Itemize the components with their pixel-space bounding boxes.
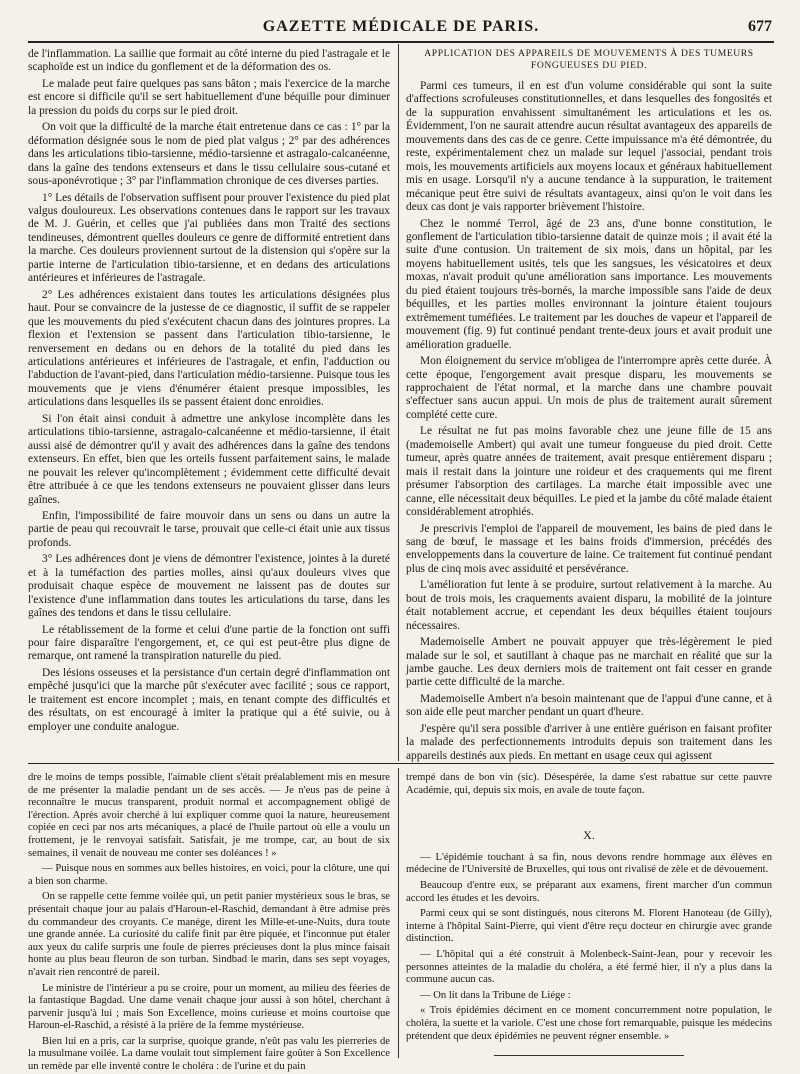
paragraph: Le ministre de l'intérieur a pu se croire, pour un moment, au milieu des féeries de la fantastique Bagdad. Une dame venait chaque jour aussi à son hôtel, cherchant à parvenir jusqu'à lui ; mais Son Excellence, moins curieuse et moins courtoise que Haroun-el-Raschid, a résisté à la prière de la femme mystérieuse. xyxy=(28,982,390,1032)
paragraph: Chez le nommé Terrol, âgé de 23 ans, d'une bonne constitution, le gonflement de l'articulation tibio-tarsienne datait de quinze mois ; il avait été la suite d'une contusion. Un traitement de six mois, dans un hôpital, par les moyens habituellement usités, tels que les sangsues, les vésicatoires et deux moxas, n'avait produit qu'une amélioration sans importance. Les mouvements du pied étaient toujours très-bornés, la marche impossible sans l'aide de deux béquilles, et les parties molles environnant la jointure étaient toujours extrêmement tuméfiées. Le traitement par les douches de vapeur et l'appareil de mouvement (fig. 9) fut continué pendant trente-deux jours et avait produit une amélioration graduelle. xyxy=(406,217,772,351)
paragraph: 2° Les adhérences existaient dans toutes les articulations désignées plus haut. Pour se convaincre de la justesse de ce diagnostic, il suffit de se rappeler que les mouvements du pied s'exécutent chacun dans des jointures propres. La flexion et l'extension se passent dans l'articulation tibio-tarsienne, le renversement en dedans ou en dehors de la totalité du pied dans les articulations antérieures et inférieures de l'astragale, et enfin, l'adduction ou l'abduction de l'avant-pied, dans l'articulation médio-tarsienne. Puisque tous les mouvements que je viens d'énumérer étaient presque impossibles, les articulations dans lesquelles ils se passent étaient donc enroidies. xyxy=(28,288,390,409)
header-rule xyxy=(28,41,774,43)
paragraph: Le malade peut faire quelques pas sans bâton ; mais l'exercice de la marche est encore si difficile qu'il se sert habituellement d'une béquille pour diminuer la pression du poids du corps sur le pied droit. xyxy=(28,77,390,117)
paragraph: — On lit dans la Tribune de Liége : xyxy=(420,989,571,1001)
paragraph: On voit que la difficulté de la marche était entretenue dans ce cas : 1° par la déformation désignée sous le nom de pied plat valgus ; 2° par des adhérences dans les articulations tibio-tarsienne, médio-tarsienne et astragalo-calcanéenne, dans la gaîne des tendons extenseurs et dans le tissu cellulaire sous-cutané et sous-aponévrotique ; 3° par l'inflammation chronique de ces diverses parties. xyxy=(28,121,390,188)
paragraph: Mon éloignement du service m'obligea de l'interrompre après cette durée. À cette époque, l'engorgement avait presque disparu, les mouvements se rapprochaient de l'état normal, et la marche dans une chambre pouvait s'effectuer sans aucun appui. Un mois de plus de traitement aurait sûrement complété cette cure. xyxy=(406,355,772,421)
paragraph: — L'hôpital qui a été construit à Molenbeck-Saint-Jean, pour y recevoir les personnes atteintes de la maladie du choléra, a été fermé hier, il n'y a plus dans la commune aucun cas. xyxy=(406,948,772,986)
page-header xyxy=(30,18,772,40)
paragraph: 3° Les adhérences dont je viens de démontrer l'existence, jointes à la dureté et à la tuméfaction des parties molles, ainsi qu'aux douleurs vives que produisait chaque espèce de mouvement ne laissent pas de doutes sur l'existence d'une inflammation dans toutes les articulations du tarse, dans les gaînes des tendons et dans le tissu cellulaire. xyxy=(28,553,390,620)
paragraph: — Puisque nous en sommes aux belles histoires, en voici, pour la clôture, une qui a bien son charme. xyxy=(28,863,390,887)
paragraph: Enfin, l'impossibilité de faire mouvoir dans un sens ou dans un autre la partie de peau qui recouvrait le tarse, prouvait que celle-ci était unie aux tissus profonds. xyxy=(28,509,390,549)
paragraph: Parmi ces tumeurs, il en est d'un volume considérable qui sont la suite d'affections scrofuleuses constitutionnelles, et dans lesquelles des fongosités et de la suppuration envahissent simultanément les articulations et les os. Évidemment, l'on ne saurait attendre aucun résultat avantageux des appareils de mouvements dans des cas de ce genre. Cette impuissance m'a été démontrée, du reste, expérimentalement chez un malade sur lequel j'associai, pendant trois mois, les mouvements artificiels aux moyens locaux et généraux habituellement mis en usage. Lorsqu'il n'y a aucune tendance à la suppuration, le traitement mécanique peut être suivi de résultats avantageux, ainsi qu'on le voit dans les deux cas dont je vais rapporter brièvement l'histoire. xyxy=(406,80,772,214)
feuilleton-right-column xyxy=(406,772,772,1062)
paragraph: Beaucoup d'entre eux, se préparant aux examens, firent marcher d'un commun accord les études et les devoirs. xyxy=(406,879,772,904)
paragraph: Le rétablissement de la forme et celui d'une partie de la fonction ont suffi pour faire disparaître l'engorgement, et, ce qui est peut-être plus digne de remarque, ont ramené la transpiration naturelle du pied. xyxy=(28,623,390,663)
paragraph: « Trois épidémies déciment en ce moment concurremment notre population, le choléra, la suette et la variole. C'est une chose fort remarquable, puisque les médecins prétendent que deux épidémies ne peuvent régner ensemble. » xyxy=(406,1005,772,1042)
paragraph: — L'épidémie touchant à sa fin, nous devons rendre hommage aux élèves en médecine de l'Université de Bruxelles, qui tous ont rivalisé de zèle et de dévouement. xyxy=(406,851,772,876)
end-rule xyxy=(494,1055,684,1056)
paragraph: Parmi ceux qui se sont distingués, nous citerons M. Florent Hanoteau (de Gilly), interne à l'hôpital Saint-Pierre, qui vient d'être reçu docteur en chirurgie avec grande distinction. xyxy=(406,908,772,945)
right-column xyxy=(406,48,772,760)
paragraph: dre le moins de temps possible, l'aimable client s'était préalablement mis en mesure de me présenter la maladie pendant un de ses accès. — Je n'eus pas de peine à reconnaître le mucus transparent, produit normal et accompagnement obligé de l'érection. Après avoir cherché à lui expliquer comme quoi la nature, heureusement copiée en ceci par nos arts mécaniques, a placé de l'huile partout où elle a voulu un frottement, je le renvoyai satisfait. Satisfait, je me trompe, car, au bout de six semaines, il venait de nouveau me conter ses doléances ! » xyxy=(28,772,390,859)
feuilleton-column-divider xyxy=(398,768,399,1058)
paragraph: J'espère qu'il sera possible d'arriver à une entière guérison en faisant profiter la malade des perfectionnements introduits depuis son traitement dans les appareils destinés aux pieds. En mettant en usage ceux qui agissent xyxy=(406,722,772,762)
paragraph: Des lésions osseuses et la persistance d'un certain degré d'inflammation ont empêché jusqu'ici que la marche pût s'exécuter avec facilité ; sous ce rapport, le traitement est encore incomplet ; mais, en tenant compte des difficultés et des résultats, on est encouragé à imiter la pratique qui a été suivie, ou à employer une conduite analogue. xyxy=(28,666,390,733)
paragraph: Mademoiselle Ambert n'a besoin maintenant que de l'appui d'une canne, et à son aide elle peut marcher pendant un quart d'heure. xyxy=(406,692,772,719)
paragraph: de l'inflammation. La saillie que formait au côté interne du pied l'astragale et le scaphoïde est un indice du gonflement et de la déformation des os. xyxy=(28,48,390,74)
section-heading: APPLICATION DES APPAREILS DE MOUVEMENTS À DES TUMEURS FONGUEUSES DU PIED. xyxy=(424,48,754,71)
paragraph: L'amélioration fut lente à se produire, surtout relativement à la marche. Au bout de trois mois, les craquements avaient disparu, la mobilité de la jointure était notablement accrue, et cependant les deux béquilles étaient toujours nécessaires. xyxy=(406,579,772,632)
paragraph: 1° Les détails de l'observation suffisent pour prouver l'existence du pied plat valgus douloureux. Les observations contenues dans le rapport sur les travaux de M. J. Guérin, et celles que j'ai publiées dans mon Traité des sections tendineuses, démontrent quelles douleurs ce genre de difformité entretient dans la marche. Ces douleurs proviennent surtout de la distension qui s'opère sur la partie interne de l'articulation tibio-tarsienne, et en dedans des articulations antérieures et inférieures de l'astragale. xyxy=(28,191,390,285)
paragraph: Si l'on était ainsi conduit à admettre une ankylose incomplète dans les articulations tibio-tarsienne, astragalo-calcanéenne et médio-tarsienne, il était aussi aisé de démontrer qu'il y avait des adhérences dans la gaîne des tendons extenseurs. En effet, bien que les orteils fussent parfaitement sains, le malade ne pouvait les relever qu'incomplètement ; évidemment cette difficulté devait être attribuée à ce que les tendons extenseurs ne pouvaient glisser dans leurs gaînes. xyxy=(28,412,390,506)
paragraph: trempé dans de bon vin (sic). Désespérée, la dame s'est rabattue sur cette pauvre Académie, qui, depuis six mois, en avale de toute façon. xyxy=(406,772,772,796)
page-number: 677 xyxy=(748,18,772,35)
paragraph: On se rappelle cette femme voilée qui, un petit panier mystérieux sous le bras, se présentait chaque jour au palais d'Haroun-el-Raschid, demandant à être admise près du commandeur des croyants. Ce manége, dirent les Mille-et-une-Nuits, dura toute une grande année. La curiosité du calife finit par être piquée, et l'inconnue put étaler aux yeux du calife surpris une foule de pierres précieuses dont la plus mince faisait honte au plus beau fleuron de son turban. Sindbad le marin, dans ses sept voyages, n'avait rien rencontré de pareil. xyxy=(28,891,390,978)
journal-title: GAZETTE MÉDICALE DE PARIS. xyxy=(262,18,540,35)
feuilleton-rule xyxy=(28,763,774,764)
section-number: X. xyxy=(583,828,595,843)
left-column xyxy=(28,48,390,760)
paragraph: Mademoiselle Ambert ne pouvait appuyer que très-légèrement le pied malade sur le sol, et sautillant à chaque pas ne marchait en réalité que sur la jambe gauche. Les deux derniers mois de traitement ont fait cesser en grande partie cette difficulté de la marche. xyxy=(406,636,772,689)
paragraph: Je prescrivis l'emploi de l'appareil de mouvement, les bains de pied dans le sang de bœuf, le massage et les bains froids d'immersion, précédés des enveloppements dans la couverture de laine. Ce traitement fut continué pendant plus de cinq mois avec assiduité et persévérance. xyxy=(406,522,772,575)
feuilleton-left-column xyxy=(28,772,390,1073)
column-divider xyxy=(398,44,399,761)
paragraph: Bien lui en a pris, car la surprise, quoique grande, n'eût pas valu les pierreries de la musulmane voilée. La dame voulait tout simplement faire goûter à Son Excellence un remède par elle inventé contre le choléra : de l'urine et du pain xyxy=(28,1035,390,1073)
paragraph: Le résultat ne fut pas moins favorable chez une jeune fille de 15 ans (mademoiselle Ambert) qui avait une tumeur fongueuse du pied droit. Cette tumeur, après quatre années de traitement, avait presque entièrement disparu ; mais il restait dans la jointure une roideur et des craquements qui me firent présumer l'absorption des cartilages. La marche était impossible avec une canne, elle nécessitait deux béquilles. Le pied et la jambe du côté malade étaient considérablement atrophiés. xyxy=(406,425,772,519)
